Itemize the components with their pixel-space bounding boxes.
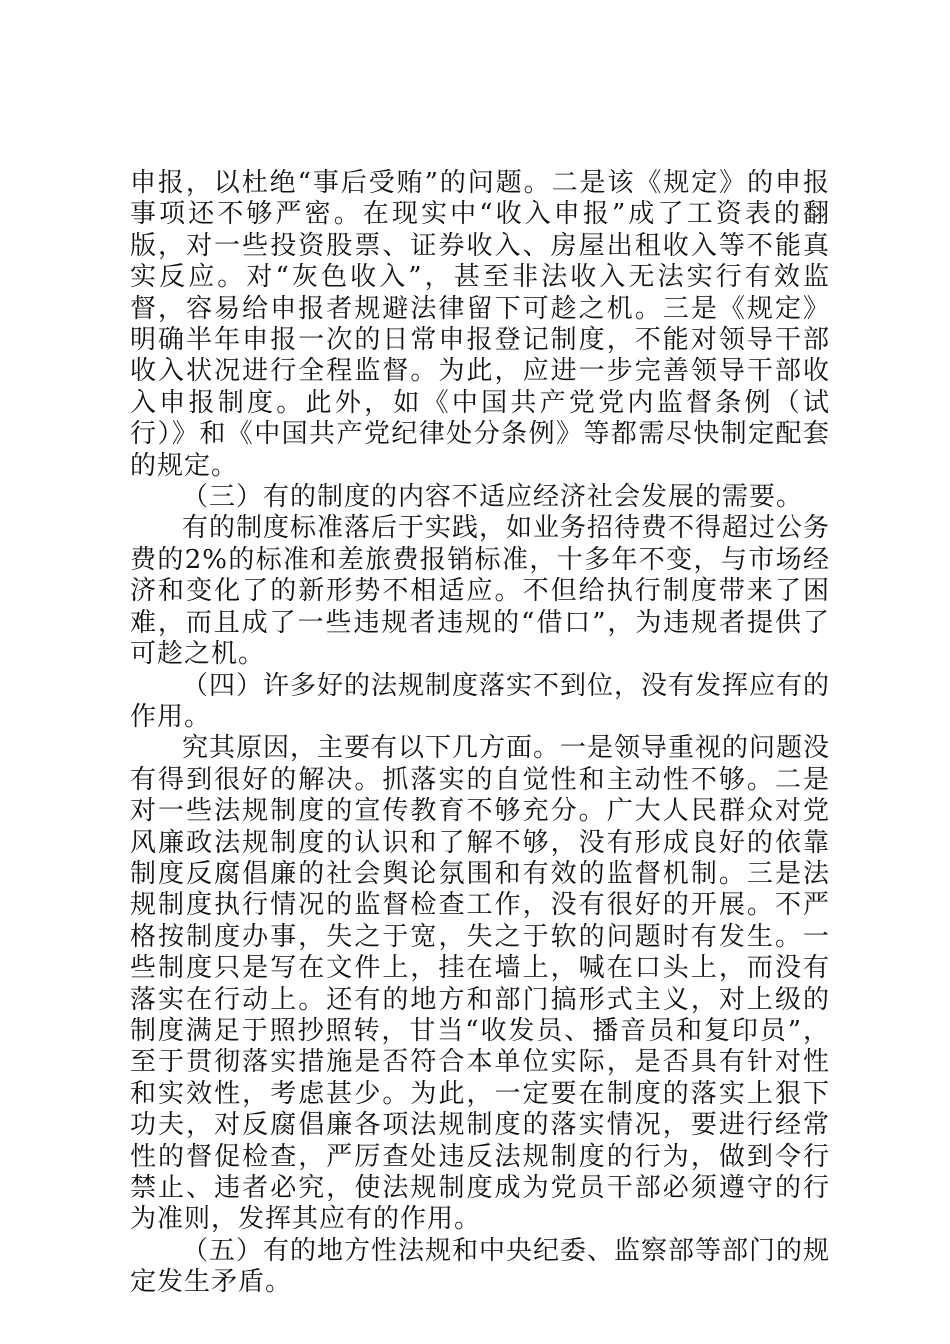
- document-body: [130, 168, 830, 1299]
- paragraph-continuation: 申报，以杜绝“事后受贿”的问题。二是该《规定》的申报事项还不够严密。在现实中“收入申报”成了工资表的翻版，对一些投资股票、证券收入、房屋出租收入等不能真实反应。对“灰色收入”，甚至非法收入无法实行有效监督，容易给申报者规避法律留下可趁之机。三是《规定》明确半年申报一次的日常申报登记制度，不能对领导干部收入状况进行全程监督。为此，应进一步完善领导干部收入申报制度。此外，如《中国共产党党内监督条例（试行）》和《中国共产党纪律处分条例》等都需尽快制定配套的规定。: [130, 168, 830, 481]
- paragraph-body: 有的制度标准落后于实践，如业务招待费不得超过公务费的2%的标准和差旅费报销标准，十多年不变，与市场经济和变化了的新形势不相适应。不但给执行制度带来了困难，而且成了一些违规者违规的“借口”，为违规者提供了可趁之机。: [130, 513, 831, 670]
- section-heading-four: （四）许多好的法规制度落实不到位，没有发挥应有的作用。: [130, 670, 831, 732]
- paragraph-body: 究其原因，主要有以下几方面。一是领导重视的问题没有得到很好的解决。抓落实的自觉性和主动性不够。二是对一些法规制度的宣传教育不够充分。广大人民群众对党风廉政法规制度的认识和了解不够，没有形成良好的依靠制度反腐倡廉的社会舆论氛围和有效的监督机制。三是法规制度执行情况的监督检查工作，没有很好的开展。不严格按制度办事，失之于宽，失之于软的问题时有发生。一些制度只是写在文件上，挂在墙上，喊在口头上，而没有落实在行动上。还有的地方和部门搞形式主义，对上级的制度满足于照抄照转，甘当“收发员、播音员和复印员”，至于贯彻落实措施是否符合本单位实际，是否具有针对性和实效性，考虑甚少。为此，一定要在制度的落实上狠下功夫，对反腐倡廉各项法规制度的落实情况，要进行经常性的督促检查，严厉查处违反法规制度的行为，做到令行禁止、违者必究，使法规制度成为党员干部必须遵守的行为准则，发挥其应有的作用。: [130, 733, 831, 1235]
- section-heading-three: （三）有的制度的内容不适应经济社会发展的需要。: [182, 482, 804, 513]
- section-heading-five: （五）有的地方性法规和中央纪委、监察部等部门的规定发生矛盾。: [130, 1235, 831, 1298]
